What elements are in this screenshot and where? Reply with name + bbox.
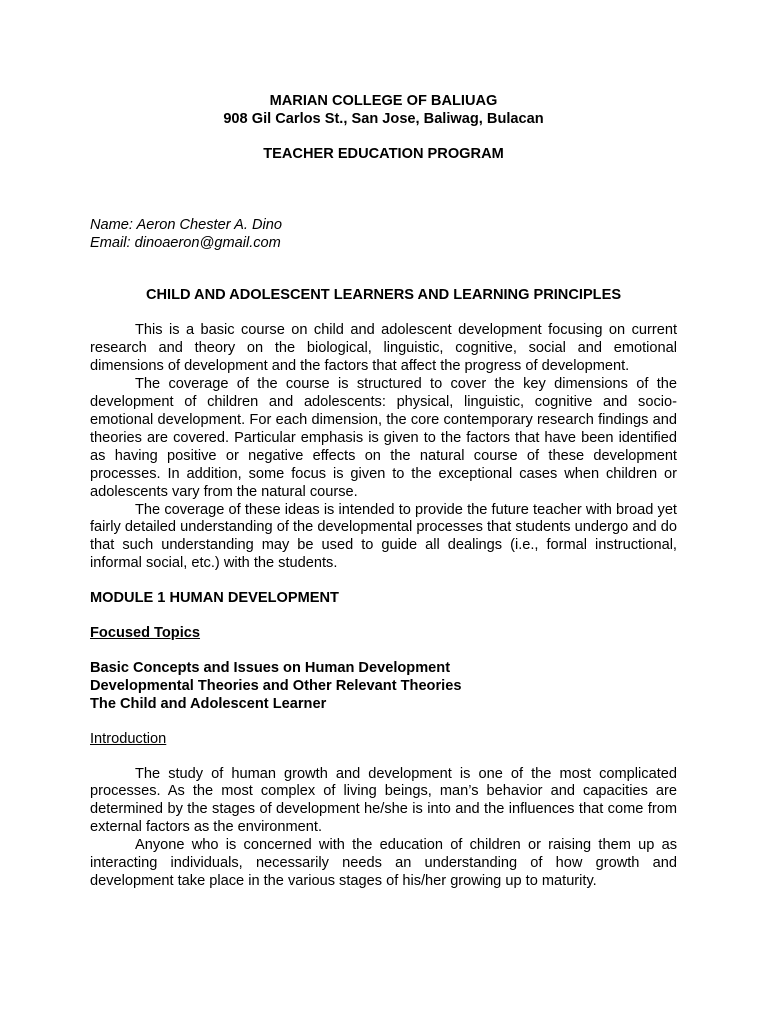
intro-paragraph-1: The study of human growth and development is one of the most complicated processes. As the most complex of living beings, man’s behavior and capacities are determined by the stages of development he/she is into and the influences that come from external factors as the environment. bbox=[90, 765, 677, 836]
course-paragraph-1: This is a basic course on child and adolescent development focusing on current research and theory on the biological, linguistic, cognitive, social and emotional dimensions of development and the factors that affect the progress of development. bbox=[90, 322, 677, 375]
program-title: TEACHER EDUCATION PROGRAM bbox=[263, 145, 504, 162]
student-email: Email: dinoaeron@gmail.com bbox=[90, 234, 281, 251]
student-info bbox=[90, 217, 677, 253]
focused-topics-heading: Focused Topics bbox=[90, 625, 201, 642]
intro-paragraph-2: Anyone who is concerned with the education of children or raising them up as interacting individuals, necessarily needs an understanding of how growth and development take place in the various stages of his/her growing up to maturity. bbox=[90, 837, 677, 889]
course-paragraph-3: The coverage of these ideas is intended to provide the future teacher with broad yet fairly detailed understanding of the developmental processes that students undergo and do that such understanding may be used to guide all dealings (i.e., formal instructional, informal social, etc.) with the students. bbox=[90, 501, 677, 572]
document-content bbox=[90, 93, 677, 891]
college-name: MARIAN COLLEGE OF BALIUAG bbox=[269, 93, 498, 109]
introduction-heading: Introduction bbox=[90, 730, 167, 747]
course-paragraph-2: The coverage of the course is structured to cover the key dimensions of the development of children and adolescents: physical, linguistic, cognitive and socio-emotional development. For each dimension, the core contemporary research findings and theories are covered. Particular emphasis is given to the factors that have been identified as having positive or negative effects on the natural course of these development processes. In addition, some focus is given to the exceptional cases when children or adolescents vary from the natural course. bbox=[90, 376, 677, 500]
topic-item: The Child and Adolescent Learner bbox=[90, 695, 327, 712]
introduction-body bbox=[90, 766, 677, 891]
topic-item: Basic Concepts and Issues on Human Development bbox=[90, 659, 451, 676]
course-title: CHILD AND ADOLESCENT LEARNERS AND LEARNING PRINCIPLES bbox=[145, 286, 622, 303]
college-address: 908 Gil Carlos St., San Jose, Baliwag, Bulacan bbox=[223, 110, 544, 127]
module-title: MODULE 1 HUMAN DEVELOPMENT bbox=[90, 590, 339, 607]
course-description bbox=[90, 322, 677, 573]
topics-list bbox=[90, 660, 677, 714]
topic-item: Developmental Theories and Other Relevant Theories bbox=[90, 677, 462, 694]
student-name: Name: Aeron Chester A. Dino bbox=[90, 216, 282, 233]
